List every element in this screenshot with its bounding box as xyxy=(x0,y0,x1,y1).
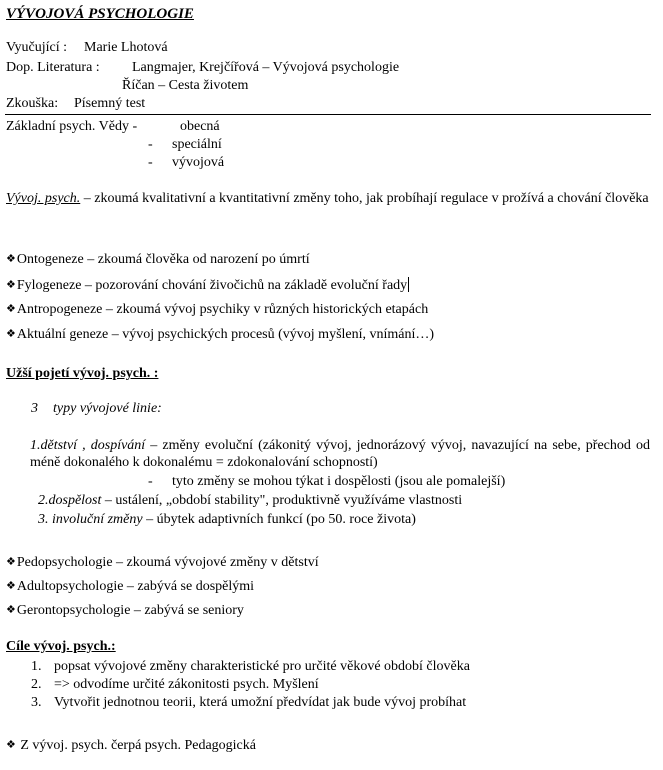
subfield-text: Adultopsychologie – zabývá se dospělými xyxy=(16,579,255,594)
diamond-bullet-icon: ❖ xyxy=(6,253,16,265)
exam-value: Písemný test xyxy=(74,96,146,111)
branches-label: Základní psych. Vědy - xyxy=(6,119,138,134)
diamond-bullet-icon: ❖ xyxy=(6,604,16,616)
genesis-text: Aktuální geneze – vývoj psychických procesů (vývoj myšlení, vnímání…) xyxy=(16,327,435,342)
list-item xyxy=(6,555,319,571)
diamond-bullet-icon: ❖ xyxy=(6,328,16,340)
involution-term: 3. involuční změny xyxy=(38,512,143,527)
list-item xyxy=(6,603,244,619)
branch-item: obecná xyxy=(180,119,220,134)
lines-text: typy vývojové linie: xyxy=(53,401,162,416)
branch-item: vývojová xyxy=(172,155,225,170)
diamond-bullet-icon: ❖ xyxy=(6,279,16,291)
exam-label: Zkouška: xyxy=(6,96,59,111)
adulthood-line xyxy=(38,493,462,509)
childhood-sub: tyto změny se mohou týkat i dospělosti (jsou ale pomalejší) xyxy=(172,474,506,489)
branch-item: speciální xyxy=(172,137,222,152)
diamond-bullet-icon: ❖ xyxy=(6,580,16,592)
list-item xyxy=(6,277,409,294)
genesis-text: Ontogeneze – zkoumá člověka od narození po úmrtí xyxy=(16,252,310,267)
list-item xyxy=(6,738,256,754)
branch-dash: - xyxy=(148,155,153,170)
childhood-paragraph xyxy=(30,437,650,471)
literature-item: Langmajer, Krejčířová – Vývojová psychologie xyxy=(132,60,400,75)
list-item xyxy=(6,302,428,318)
goal-number: 1. xyxy=(31,659,42,674)
definition-text: – zkoumá kvalitativní a kvantitativní změny toho, jak probíhají regulace v prožívá a chování člověka xyxy=(80,191,649,206)
adulthood-term: 2.dospělost xyxy=(38,493,102,508)
diamond-bullet-icon: ❖ xyxy=(6,739,16,751)
page-title: VÝVOJOVÁ PSYCHOLOGIE xyxy=(6,6,194,22)
footer-text: Z vývoj. psych. čerpá psych. Pedagogická xyxy=(20,738,256,753)
diamond-bullet-icon: ❖ xyxy=(6,303,16,315)
subfield-text: Gerontopsychologie – zabývá se seniory xyxy=(16,603,244,618)
text-cursor xyxy=(408,277,409,292)
involution-line xyxy=(38,512,416,528)
section-heading: Užší pojetí vývoj. psych. : xyxy=(6,366,159,381)
lecturer-label: Vyučující : xyxy=(6,40,68,55)
genesis-text: Antropogeneze – zkoumá vývoj psychiky v různých historických etapách xyxy=(16,302,429,317)
adulthood-text: – ustálení, „období stability", produktivně využíváme vlastnosti xyxy=(101,493,463,508)
genesis-text: Fylogeneze – pozorování chování živočichů na základě evoluční řady xyxy=(16,278,408,293)
subfield-text: Pedopsychologie – zkoumá vývojové změny v dětství xyxy=(16,555,319,570)
lines-number: 3 xyxy=(31,401,38,416)
literature-item: Říčan – Cesta životem xyxy=(122,78,249,93)
goal-text: => odvodíme určité zákonitosti psych. Myšlení xyxy=(54,677,319,692)
goal-text: Vytvořit jednotnou teorii, která umožní předvídat jak bude vývoj probíhat xyxy=(54,695,467,710)
childhood-text: – změny evoluční (zákonitý vývoj, jednorázový vývoj, navazující na sebe, přechod od méně dokonalého k dokonalému = zdokonalování schopností) xyxy=(30,438,650,470)
involution-text: – úbytek adaptivních funkcí (po 50. roce života) xyxy=(142,512,416,527)
horizontal-rule xyxy=(5,114,651,115)
lecturer-value: Marie Lhotová xyxy=(84,40,168,55)
list-item xyxy=(6,579,254,595)
childhood-term: 1.dětství , dospívání xyxy=(30,438,146,453)
goal-number: 2. xyxy=(31,677,42,692)
definition-term: Vývoj. psych. xyxy=(6,191,81,206)
sub-dash: - xyxy=(148,474,153,489)
goal-number: 3. xyxy=(31,695,42,710)
section-heading: Cíle vývoj. psych.: xyxy=(6,639,116,654)
literature-label: Dop. Literatura : xyxy=(6,60,100,75)
diamond-bullet-icon: ❖ xyxy=(6,556,16,568)
list-item xyxy=(6,327,434,343)
goal-text: popsat vývojové změny charakteristické pro určité věkové období člověka xyxy=(54,659,470,674)
list-item xyxy=(6,252,310,268)
branch-dash: - xyxy=(148,137,153,152)
definition-paragraph xyxy=(6,190,650,207)
